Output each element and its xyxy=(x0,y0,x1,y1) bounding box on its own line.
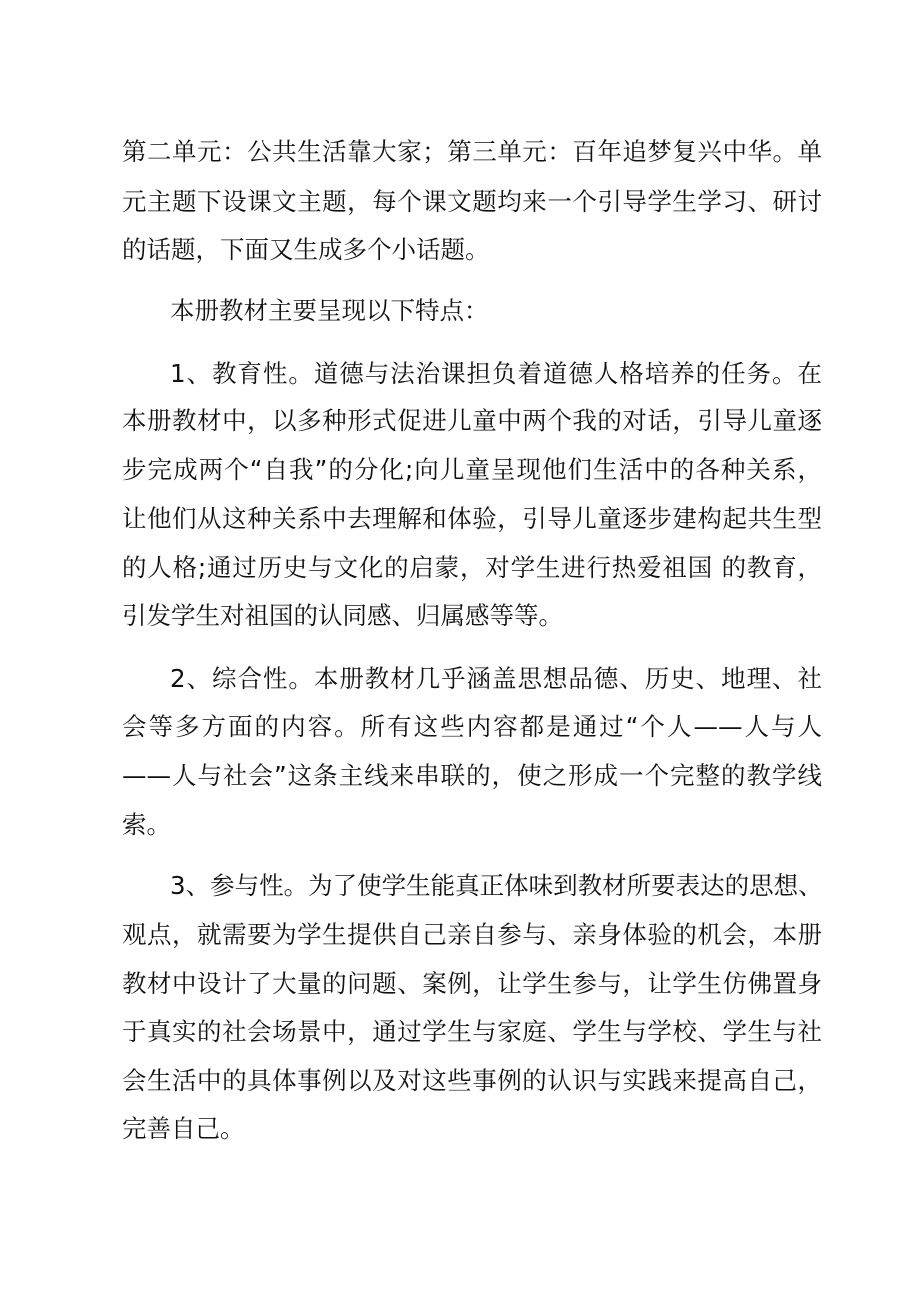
text-line: 第二单元：公共生活靠大家；第三单元：百年追梦复兴中华。单 xyxy=(122,137,822,166)
text-line: 会生活中的具体事例以及对这些事例的认识与实践来提高自己， xyxy=(122,1066,822,1095)
text-line: 1、教育性。道德与法治课担负着道德人格培养的任务。在 xyxy=(170,359,822,388)
text-line: 2、综合性。本册教材几乎涵盖思想品德、历史、地理、社 xyxy=(170,664,822,693)
text-line: 完善自己。 xyxy=(122,1114,245,1143)
text-line: 让他们从这种关系中去理解和体验，引导儿童逐步建构起共生型 xyxy=(122,504,822,533)
text-line: 步完成两个“自我”的分化;向儿童呈现他们生活中的各种关系， xyxy=(122,455,822,484)
text-line: 的人格;通过历史与文化的启蒙，对学生进行热爱祖国 的教育， xyxy=(122,553,822,582)
text-line: 观点，就需要为学生提供自己亲自参与、亲身体验的机会，本册 xyxy=(122,920,822,949)
text-line: 3、参与性。为了使学生能真正体味到教材所要表达的思想、 xyxy=(170,871,823,900)
text-line: 索。 xyxy=(122,810,171,839)
text-line: 会等多方面的内容。所有这些内容都是通过“个人——人与人 xyxy=(122,712,822,741)
text-line: 本册教材主要呈现以下特点： xyxy=(170,296,489,325)
text-line: ——人与社会”这条主线来串联的，使之形成一个完整的教学线 xyxy=(122,761,822,790)
text-line: 元主题下设课文主题，每个课文题均来一个引导学生学习、研讨 xyxy=(122,187,822,216)
text-line: 本册教材中，以多种形式促进儿童中两个我的对话，引导儿童逐 xyxy=(122,406,822,435)
text-line: 的话题，下面又生成多个小话题。 xyxy=(122,235,490,264)
text-line: 引发学生对祖国的认同感、归属感等等。 xyxy=(122,601,563,630)
text-line: 教材中设计了大量的问题、案例，让学生参与，让学生仿佛置身 xyxy=(122,969,822,998)
text-line: 于真实的社会场景中，通过学生与家庭、学生与学校、学生与社 xyxy=(122,1017,822,1046)
